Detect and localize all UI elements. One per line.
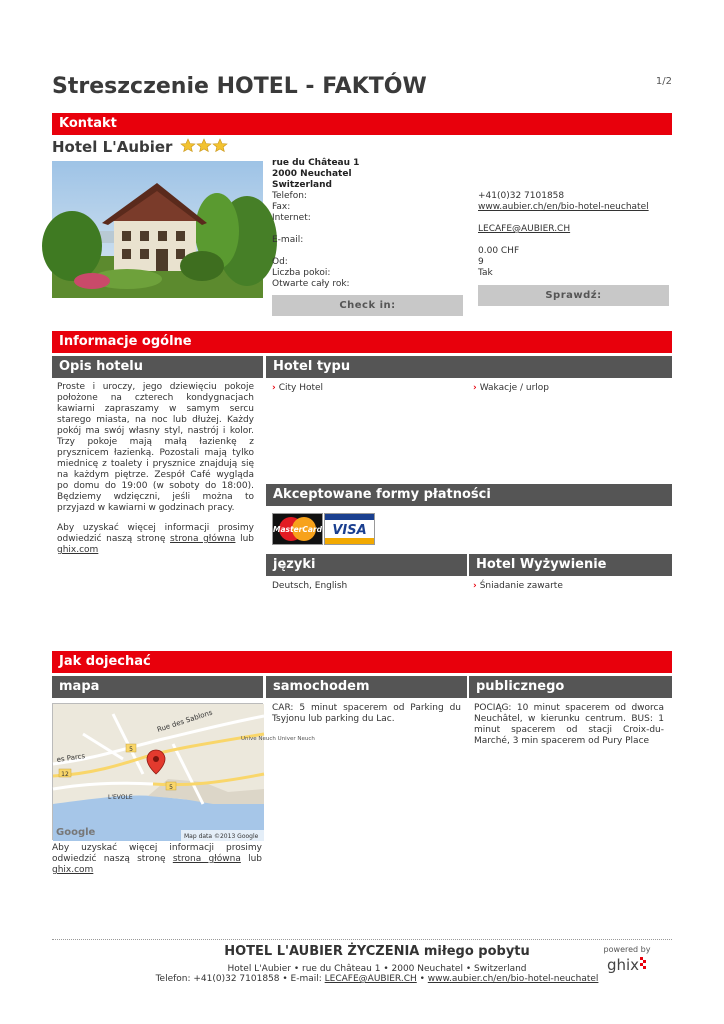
map-univ-label: Unive Neuch Univer Neuch	[241, 736, 315, 742]
footer-separator: •	[416, 974, 428, 984]
ghix-link[interactable]: ghix.com	[57, 545, 99, 555]
website-link[interactable]: www.aubier.ch/en/bio-hotel-neuchatel	[478, 202, 649, 212]
map-street-label: Rue des Sablons	[156, 708, 214, 734]
label-fax: Fax:	[272, 202, 291, 212]
location-map[interactable]	[52, 703, 315, 840]
address-country: Switzerland	[272, 180, 332, 190]
value-open-all-year: Tak	[478, 268, 493, 278]
board-item	[473, 581, 563, 592]
footer-contact	[52, 974, 702, 985]
map-ghix-link[interactable]: ghix.com	[52, 865, 94, 875]
languages-value: Deutsch, English	[272, 581, 348, 591]
description-header: Opis hotelu	[52, 356, 263, 378]
car-directions: CAR: 5 minut spacerem od Parking du Tsyjonu lub parking du Lac.	[272, 703, 461, 724]
public-transport-header: publicznego	[469, 676, 672, 698]
more-info-text	[57, 523, 254, 556]
ghix-brand-text: ghix	[606, 956, 640, 974]
hotel-photo	[52, 161, 263, 298]
public-transport-directions: POCIĄG: 10 minut spacerem od dworca Neuchâtel, w kierunku centrum. BUS: 1 minut spacerem od stacji Croix-du-Marché, 3 min spacerem od Pury Place	[474, 703, 664, 746]
section-contact-header: Kontakt	[52, 113, 672, 135]
powered-by-logo[interactable]	[597, 945, 657, 974]
label-email: E-mail:	[272, 235, 304, 245]
payment-header: Akceptowane formy płatności	[266, 484, 672, 506]
page-title: Streszczenie HOTEL - FAKTÓW	[52, 74, 427, 99]
hotel-type-city: City Hotel	[278, 383, 324, 393]
chevron-right-icon: ›	[473, 581, 477, 591]
star-rating-icon	[180, 138, 228, 156]
value-from: 0.00 CHF	[478, 246, 520, 256]
section-general-header: Informacje ogólne	[52, 331, 672, 353]
map-more-info-text	[52, 843, 262, 876]
footer-wish: HOTEL L'AUBIER ŻYCZENIA miłego pobytu	[224, 944, 530, 959]
label-open-all-year: Otwarte cały rok:	[272, 279, 350, 289]
address-city: 2000 Neuchatel	[272, 169, 352, 179]
map-homepage-link[interactable]: strona główna	[172, 854, 241, 864]
visa-text: VISA	[332, 523, 367, 538]
map-route-5: 5	[129, 746, 133, 753]
map-data-label: Map data ©2013 Google	[184, 833, 259, 840]
homepage-link[interactable]: strona główna	[170, 534, 236, 544]
more-info-before: Aby uzyskać więcej informacji prosimy odwiedzić naszą stronę	[57, 523, 254, 544]
board-value: Śniadanie zawarte	[479, 581, 563, 591]
email-link[interactable]: LECAFE@AUBIER.CH	[478, 224, 571, 234]
label-rooms: Liczba pokoi:	[272, 268, 331, 278]
label-phone: Telefon:	[272, 191, 307, 201]
hotel-address	[272, 158, 359, 191]
address-street: rue du Château 1	[272, 158, 360, 168]
check-in-button[interactable]: Check in:	[272, 295, 463, 316]
map-google-label: Google	[56, 827, 96, 838]
value-rooms: 9	[478, 257, 484, 267]
hotel-name-text: Hotel L'Aubier	[52, 138, 173, 156]
map-evole-label: L'EVOLE	[108, 794, 133, 801]
page-number: 1/2	[655, 76, 672, 87]
map-parcs-label: es Parcs	[56, 752, 86, 764]
map-more-info-before: Aby uzyskać więcej informacji prosimy odwiedzić naszą stronę	[52, 843, 262, 864]
hotel-type-item	[473, 383, 549, 394]
more-info-after: lub	[235, 534, 255, 544]
map-more-info-after: lub	[240, 854, 263, 864]
check-availability-button[interactable]: Sprawdź:	[478, 285, 669, 306]
map-header: mapa	[52, 676, 263, 698]
footer-email-link[interactable]: LECAFE@AUBIER.CH	[324, 974, 417, 984]
hotel-name	[52, 138, 228, 156]
map-route-12: 12	[61, 771, 69, 778]
section-directions-header: Jak dojechać	[52, 651, 672, 673]
hotel-description: Proste i uroczy, jego dziewięciu pokoje położone na czterech kondygnacjach kawiarni zapraszamy w samym sercu starego miasta, na noc lub dłużej. Każdy pokój ma swój własny styl, nastrój i kolor. Trzy pokoje mają małą łazienkę z prysznicem łazienką. Pozostali mają tylko miednicę z toalety i prysznice znajdują się na każdym piętrze. Zespół Café wygląda po domu do 19:00 (w soboty do 18:00). Będziemy wdzięczni, jeśli można to przyjazd w kawiarni w godzinach pracy.	[57, 382, 254, 513]
ghix-brand-icon	[639, 956, 647, 974]
hotel-type-header: Hotel typu	[266, 356, 672, 378]
mastercard-text: MasterCard	[273, 525, 322, 534]
car-header: samochodem	[266, 676, 467, 698]
footer-website-link[interactable]: www.aubier.ch/en/bio-hotel-neuchatel	[427, 974, 599, 984]
powered-by-label: powered by	[603, 945, 651, 954]
label-from: Od:	[272, 257, 288, 267]
label-internet: Internet:	[272, 213, 311, 223]
ghix-brand	[597, 956, 657, 974]
map-route-5b: 5	[169, 784, 173, 791]
board-header: Hotel Wyżywienie	[469, 554, 672, 576]
chevron-right-icon: ›	[272, 383, 276, 393]
footer-phone-text: Telefon: +41(0)32 7101858 • E-mail:	[155, 974, 325, 984]
languages-header: języki	[266, 554, 467, 576]
chevron-right-icon: ›	[473, 383, 477, 393]
footer-address: Hotel L'Aubier • rue du Château 1 • 2000 Neuchatel • Switzerland	[227, 964, 527, 974]
visa-logo	[324, 513, 375, 545]
value-phone: +41(0)32 7101858	[478, 191, 565, 201]
hotel-type-vacation: Wakacje / urlop	[479, 383, 549, 393]
hotel-type-item	[272, 383, 323, 394]
footer-divider	[52, 939, 672, 940]
mastercard-logo	[272, 513, 323, 545]
